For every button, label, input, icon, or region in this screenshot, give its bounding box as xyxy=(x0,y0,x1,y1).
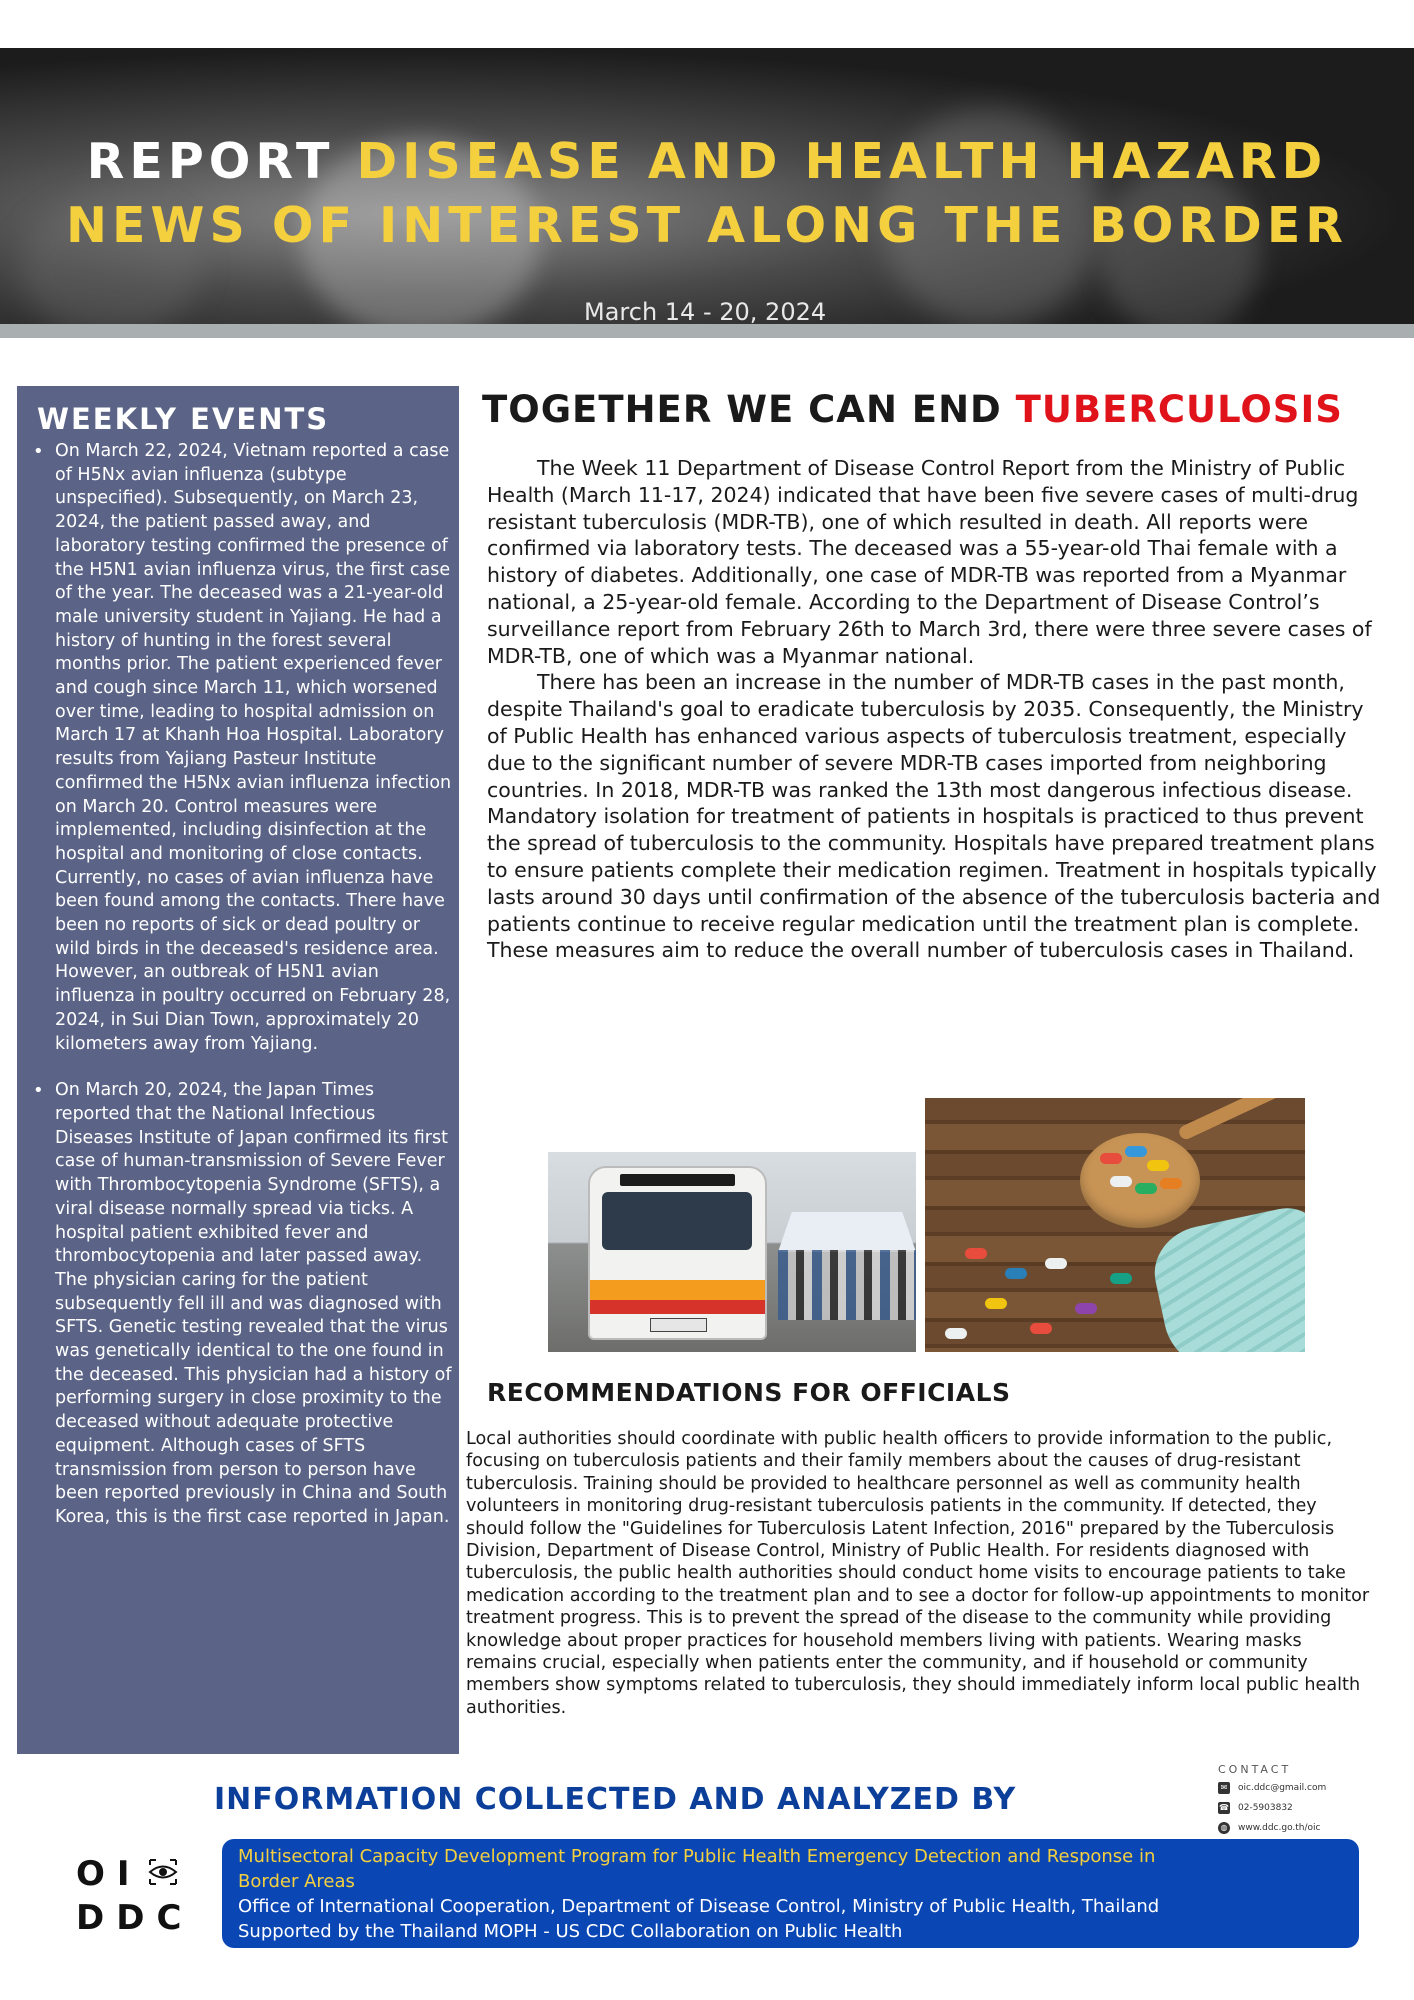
weekly-event-item: • On March 20, 2024, the Japan Times reported that the National Infectious Diseases Institute of Japan confirmed its first case of human-transmission of Severe Fever with Thrombocytopenia Syndrome (SFTS), a viral disease normally spread via ticks. A hospital patient exhibited fever and thrombocytopenia and later passed away. The physician caring for the patient subsequently fell ill and was diagnosed with SFTS. Genetic testing revealed that the virus was genetically identical to the one found in the deceased. This physician had a history of performing surgery in close proximity to the deceased without adequate protective equipment. Although cases of SFTS transmission from person to person have been reported previously in China and South Korea, this is the first case reported in Japan. xyxy=(27,1079,452,1529)
eye-icon xyxy=(148,1857,178,1887)
bus-illustration xyxy=(588,1166,767,1340)
program-line2: Border Areas xyxy=(238,1871,355,1892)
office-line: Office of International Cooperation, Department of Disease Control, Ministry of Public Health, Thailand xyxy=(238,1896,1160,1917)
report-date: March 14 - 20, 2024 xyxy=(584,298,827,324)
contact-label: CONTACT xyxy=(1218,1763,1292,1776)
logo-bottom-text: DDC xyxy=(76,1898,194,1938)
article-paragraph: The Week 11 Department of Disease Control Report from the Ministry of Public Health (March 11-17, 2024) indicated that have been five severe cases of multi-drug resistant tuberculosis (MDR-TB), one of which resulted in death. All reports were confirmed via laboratory tests. The deceased was a 55-year-old Thai female with a history of diabetes. Additionally, one case of MDR-TB was reported from a Myanmar national, a 25-year-old female. According to the Department of Disease Control’s surveillance report from February 26th to March 3rd, there were three severe cases of MDR-TB, one of which was a Myanmar national. xyxy=(487,456,1372,668)
medication-pills-photo xyxy=(925,1098,1305,1352)
contact-email[interactable] xyxy=(1218,1782,1326,1794)
contact-phone[interactable] xyxy=(1218,1802,1293,1814)
article-paragraph: There has been an increase in the number of MDR-TB cases in the past month, despite Thailand's goal to eradicate tuberculosis by 2035. Consequently, the Ministry of Public Health has enhanced various aspects of tuberculosis treatment, especially due to the significant number of severe MDR-TB cases imported from neighboring countries. In 2018, MDR-TB was ranked the 13th most dangerous infectious disease. Mandatory isolation for treatment of patients in hospitals is practiced to thus prevent the spread of tuberculosis to the community. Hospitals have prepared treatment plans to ensure patients complete their medication regimen. Treatment in hospitals typically lasts around 30 days until confirmation of the absence of the tuberculosis bacteria and patients continue to receive regular medication until the treatment plan is complete. These measures aim to reduce the overall number of tuberculosis cases in Thailand. xyxy=(487,670,1381,963)
contact-phone-text: 02-5903832 xyxy=(1238,1803,1293,1813)
banner-title-line2: NEWS OF INTEREST ALONG THE BORDER xyxy=(65,197,1349,254)
recommendations-body: Local authorities should coordinate with public health officers to provide information to the public, focusing on tuberculosis patients and their family members about the causes of drug-resistant tuberculosis. Training should be provided to healthcare personnel as well as community health volunteers in monitoring drug-resistant tuberculosis patients in the community. If detected, they should follow the "Guidelines for Tuberculosis Latent Infection, 2016" prepared by the Tuberculosis Division, Department of Disease Control, Ministry of Public Health. For residents diagnosed with tuberculosis, the public health authorities should conduct home visits to encourage patients to take medication according to the treatment plan and to see a doctor for follow-up appointments to monitor treatment progress. This is to prevent the spread of the disease to the community while providing knowledge about proper practices for household members living with patients. Wearing masks remains crucial, especially when patients enter the community, and if household or community members show symptoms related to tuberculosis, they should immediately inform local public health authorities. xyxy=(466,1429,1370,1718)
weekly-events-list xyxy=(27,440,452,1553)
contact-email-text: oic.ddc@gmail.com xyxy=(1238,1783,1327,1793)
banner-title-report: REPORT xyxy=(86,133,357,190)
phone-icon: ☎ xyxy=(1219,1803,1229,1812)
banner-title-line1 xyxy=(0,132,1414,192)
header-banner xyxy=(0,48,1414,324)
globe-icon: ◍ xyxy=(1218,1822,1230,1834)
weekly-event-item: • On March 22, 2024, Vietnam reported a case of H5Nx avian influenza (subtype unspecified). Subsequently, on March 23, 2024, the patient passed away, and laboratory testing confirmed the presence of the H5N1 avian influenza virus, the first case of the year. The deceased was a 21-year-old male university student in Yajiang. He had a history of hunting in the forest several months prior. The patient experienced fever and cough since March 11, which worsened over time, leading to hospital admission on March 17 at Khanh Hoa Hospital. Laboratory results from Yajiang Pasteur Institute confirmed the H5Nx avian influenza infection on March 20. Control measures were implemented, including disinfection at the hospital and monitoring of close contacts. Currently, no cases of avian influenza have been found among the contacts. There have been no reports of sick or dead poultry or wild birds in the deceased's residence area. However, an outbreak of H5N1 avian influenza in poultry occurred on February 28, 2024, in Sui Dian Town, approximately 20 kilometers away from Yajiang. xyxy=(27,440,452,1056)
footer-info-box xyxy=(222,1839,1359,1948)
article-body xyxy=(487,455,1389,964)
article-title xyxy=(482,388,1343,431)
article-title-highlight: TUBERCULOSIS xyxy=(1015,388,1343,431)
footer-title: INFORMATION COLLECTED AND ANALYZED BY xyxy=(214,1782,1017,1817)
recommendations-title: RECOMMENDATIONS FOR OFFICIALS xyxy=(487,1378,1011,1407)
weekly-events-panel xyxy=(17,386,459,1754)
program-line1: Multisectoral Capacity Development Program for Public Health Emergency Detection and Response in xyxy=(238,1846,1156,1867)
contact-website[interactable] xyxy=(1218,1822,1321,1834)
weekly-events-heading: WEEKLY EVENTS xyxy=(37,402,330,436)
mail-icon: ✉ xyxy=(1218,1782,1230,1794)
support-line: Supported by the Thailand MOPH - US CDC Collaboration on Public Health xyxy=(238,1921,903,1942)
banner-divider xyxy=(0,324,1414,338)
logo-top-text: OI xyxy=(76,1854,142,1894)
banner-title-highlight: DISEASE AND HEALTH HAZARD xyxy=(356,133,1328,190)
mobile-clinic-bus-photo xyxy=(548,1152,916,1352)
contact-website-text: www.ddc.go.th/oic xyxy=(1238,1823,1321,1833)
face-mask-illustration xyxy=(1146,1202,1305,1352)
article-title-text: TOGETHER WE CAN END xyxy=(482,388,1016,431)
